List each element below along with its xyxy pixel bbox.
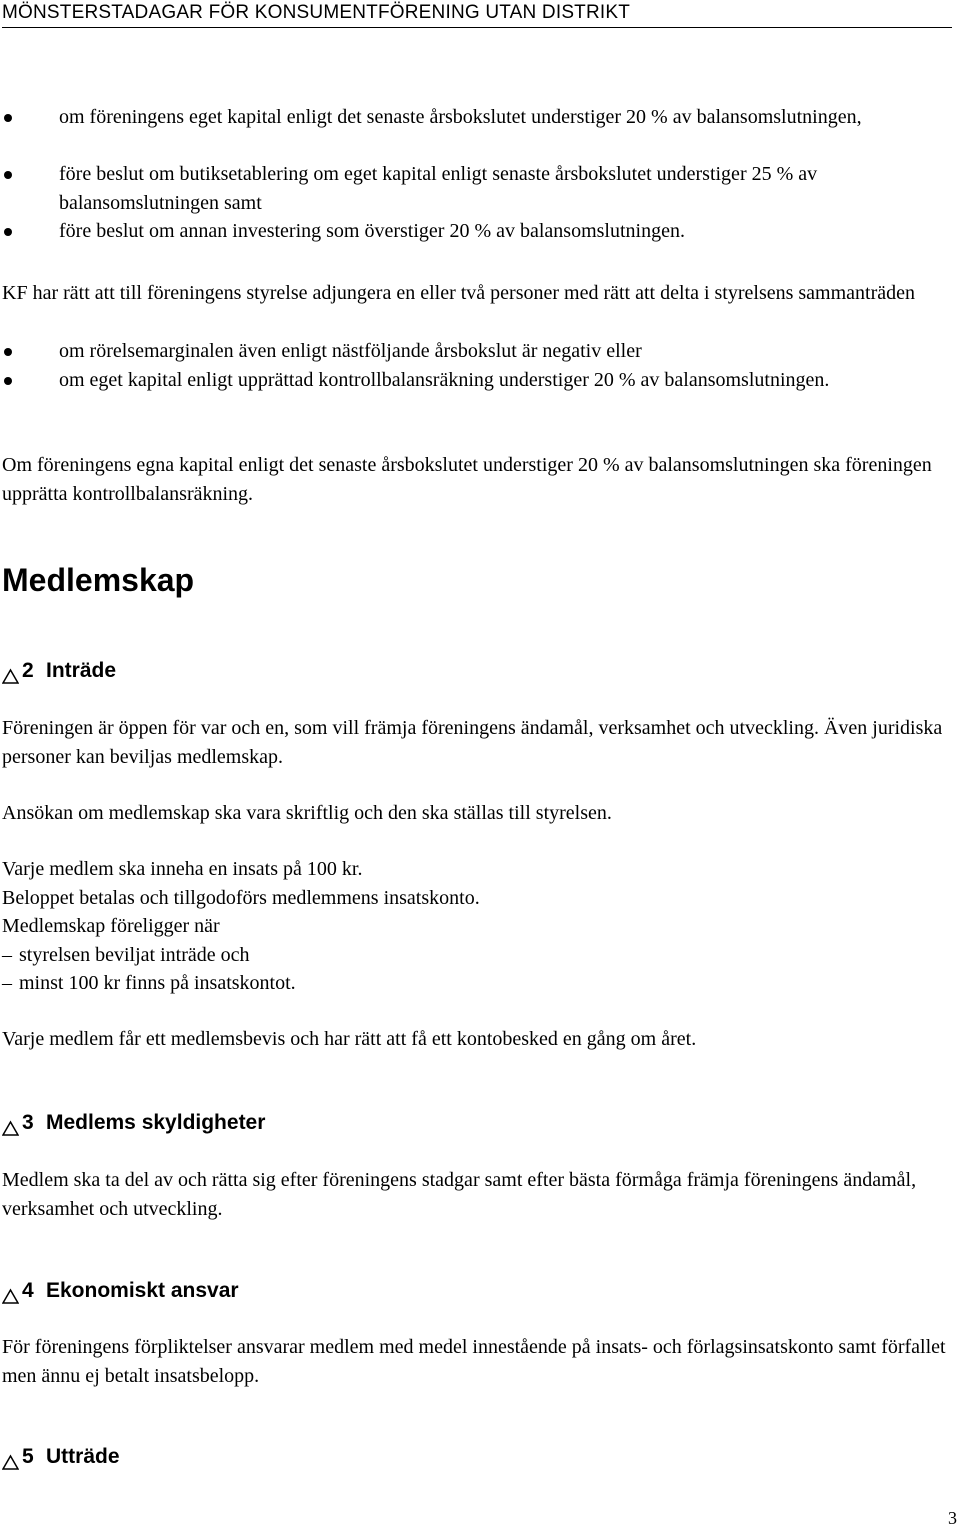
- paragraph-application: Ansökan om medlemskap ska vara skriftlig och den ska ställas till styrelsen.: [2, 802, 612, 824]
- heading-section-3: [2, 1106, 902, 1140]
- list-item: före beslut om butiksetablering om eget kapital enligt senaste årsbokslutet understiger 25 % av balansomslutningen samt: [2, 160, 952, 217]
- list-item: om föreningens eget kapital enligt det senaste årsbokslutet understiger 20 % av balansomslutningen,: [2, 103, 952, 160]
- paragraph-open-membership: Föreningen är öppen för var och en, som vill främja föreningens ändamål, verksamhet och utveckling. Även juridiska personer kan beviljas medlemskap.: [2, 717, 943, 768]
- section-heading-title: Utträde: [46, 1445, 120, 1468]
- triangle-marker-icon: [2, 1440, 19, 1474]
- list-item: före beslut om annan investering som överstiger 20 % av balansomslutningen.: [2, 217, 952, 246]
- paragraph-membership-certificate: Varje medlem får ett medlemsbevis och har rätt att få ett kontobesked en gång om året.: [2, 1028, 697, 1050]
- section-heading-title: Medlems skyldigheter: [46, 1111, 266, 1134]
- text-line: Beloppet betalas och tillgodoförs medlemmens insatskonto.: [2, 886, 480, 909]
- paragraph-economic-responsibility: För föreningens förpliktelser ansvarar medlem med medel innestående på insats- och förlagsinsatskonto samt förfallet men ännu ej betalt insatsbelopp.: [2, 1336, 946, 1387]
- bullet-icon: [4, 228, 12, 236]
- list-item: om rörelsemarginalen även enligt nästföljande årsbokslut är negativ eller: [2, 337, 952, 366]
- section-number: 4: [22, 1279, 34, 1302]
- page-number: 3: [948, 1508, 957, 1528]
- membership-lines: [2, 855, 952, 998]
- paragraph-member-duties: Medlem ska ta del av och rätta sig efter föreningens stadgar samt efter bästa förmåga främja föreningens ändamål, verksamhet och utveckling.: [2, 1169, 917, 1220]
- paragraph-kf-adjunct: KF har rätt att till föreningens styrelse adjungera en eller två personer med rätt att delta i styrelsens sammanträden: [2, 282, 916, 304]
- triangle-marker-icon: [2, 1274, 19, 1308]
- text-line: Varje medlem ska inneha en insats på 100 kr.: [2, 858, 363, 880]
- dash-icon: –: [2, 972, 12, 994]
- heading-section-4: [2, 1274, 902, 1308]
- bullet-list-adjunct-conditions: [2, 337, 952, 394]
- section-number: 3: [22, 1111, 34, 1134]
- bullet-icon: [4, 171, 12, 179]
- triangle-marker-icon: [2, 1106, 19, 1140]
- dash-icon: –: [2, 943, 12, 966]
- section-heading-title: Inträde: [46, 659, 117, 682]
- heading-section-2: [2, 654, 902, 688]
- section-number: 5: [22, 1445, 34, 1468]
- dash-list-item: – minst 100 kr finns på insatskontot.: [2, 969, 952, 998]
- bullet-icon: [4, 348, 12, 356]
- bullet-list-equity-conditions: [2, 103, 952, 246]
- bullet-icon: [4, 114, 12, 122]
- heading-section-5: [2, 1440, 902, 1474]
- section-title-membership: Medlemskap: [2, 562, 195, 598]
- list-item: om eget kapital enligt upprättad kontrollbalansräkning understiger 20 % av balansomslutningen.: [2, 366, 952, 395]
- bullet-icon: [4, 377, 12, 385]
- page-header: MÖNSTERSTADAGAR FÖR KONSUMENTFÖRENING UTAN DISTRIKT: [2, 0, 952, 28]
- paragraph-control-balance: Om föreningens egna kapital enligt det senaste årsbokslutet understiger 20 % av balansomslutningen ska föreningen upprätta kontrollbalansräkning.: [2, 454, 932, 505]
- dash-list-item: – styrelsen beviljat inträde och: [2, 941, 952, 970]
- text-line: Medlemskap föreligger när: [2, 915, 220, 937]
- section-number: 2: [22, 659, 34, 682]
- section-heading-title: Ekonomiskt ansvar: [46, 1279, 239, 1302]
- triangle-marker-icon: [2, 654, 19, 688]
